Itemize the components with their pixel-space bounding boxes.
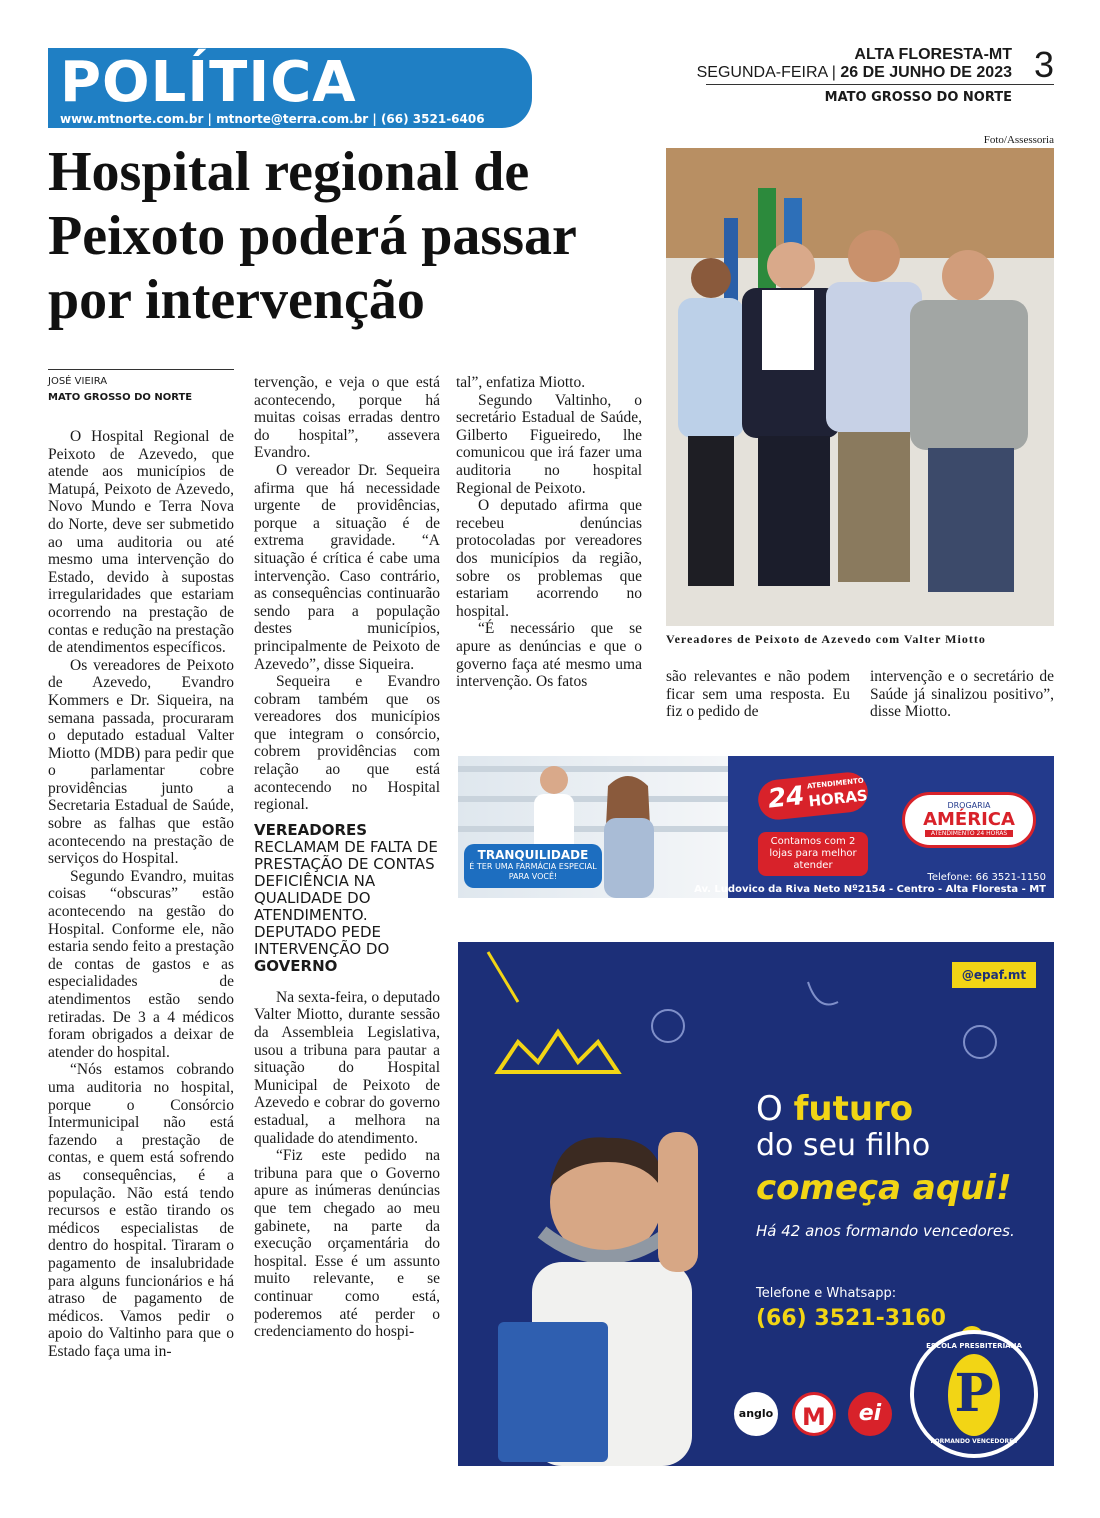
edition-weekday: SEGUNDA-FEIRA [696,64,828,81]
edition-day: 26 DE JUNHO DE 2023 [840,64,1012,81]
paragraph: O vereador Dr. Sequeira afirma que há necessidade urgente de providências, porque a situação é de extrema gravidade. “A situação é crítica é cabe uma intervenção. Caso contrário, as consequências continuarão sendo para a população destes municípios, principalmente de Peixoto de Azevedo”, disse Siqueira. [254,461,440,673]
paragraph: “É necessário que se apure as denúncias e que o governo faça até mesmo uma intervenção. Os fatos [456,620,642,691]
paragraph: O Hospital Regional de Peixoto de Azevedo, que atende aos municípios de Matupá, Peixoto de Azevedo, Novo Mundo e Terra Nova do Norte, deve ser submetido ao uma auditoria ou até mesmo uma intervenção do Estado, devido à supostas irregularidades que estariam ocorrendo na prestação de contas e redução na prestação de atendimentos específicos. [48,428,234,657]
section-banner [48,48,532,128]
photo-illustration [666,148,1054,626]
brand-ei: ei [848,1392,892,1436]
hours-number: 24 [766,781,806,815]
edition-info [697,46,1012,82]
edition-date: SEGUNDA-FEIRA | 26 DE JUNHO DE 2023 [696,64,1012,81]
seal-letter: P [948,1354,1000,1436]
subheading [254,822,440,975]
article-column-2 [254,374,440,1341]
paragraph: tal”, enfatiza Miotto. [456,374,586,391]
pharmacy-logo-name: AMÉRICA [923,809,1015,830]
paragraph: O deputado afirma que recebeu denúncias protocoladas por vereadores dos municípios da região, sobre os problemas que estariam acorrendo no hospital. [456,497,642,620]
brand-m: M [792,1392,836,1436]
stores-box: Contamos com 2 lojas para melhor atender [758,832,868,876]
article-column-1 [48,428,234,1360]
subheading-end: GOVERNO [254,956,338,975]
headline: Hospital regional de Peixoto poderá passar por intervenção [48,141,576,331]
tranquilidade-box [464,844,602,888]
paragraph: tervenção, e veja o que está acontecendo, porque há muitas coisas erradas dentro do hospital”, assevera Evandro. [254,374,440,462]
paragraph: Os vereadores de Peixoto de Azevedo, Evandro Kommers e Dr. Siqueira, na semana passada, procuraram o deputado estadual Valter Miotto (MDB) para pedir que o parlamentar cobre providências junto a Secretaria Estadual de Saúde, sobre as falhas que estão acontecendo na prestação de serviços do Hospital. [48,656,234,868]
photo-caption: Vereadores de Peixoto de Azevedo com Valter Miotto [666,632,986,646]
byline-paper: MATO GROSSO DO NORTE [48,392,193,403]
paragraph: Segundo Valtinho, o secretário Estadual de Saúde, Gilberto Figueiredo, lhe comunicou que irá fazer uma auditoria no hospital Regional de Peixoto. [456,391,642,497]
edition-city: ALTA FLORESTA-MT [854,46,1012,63]
article-photo [666,148,1054,626]
subheading-text: RECLAMAM DE FALTA DE PRESTAÇÃO DE CONTAS DEFICIÊNCIA NA QUALIDADE DO ATENDIMENTO. DEPUTADO PEDE INTERVENÇÃO DO [254,837,438,958]
school-ad[interactable] [458,942,1054,1466]
article-column-3 [456,374,642,691]
slogan-futuro: futuro [793,1089,914,1129]
brand-anglo: anglo [734,1392,778,1436]
paragraph: são relevantes e não podem ficar sem uma resposta. Eu fiz o pedido de [666,668,850,721]
photo-credit: Foto/Assessoria [983,134,1054,146]
paragraph: “Nós estamos cobrando uma auditoria no hospital, porque o Consórcio Intermunicipal não está fazendo a prestação de contas, e quem está sofrendo as consequências, é a população. Não está tendo recursos e estão tirando os médicos especialistas de dentro do hospital. Tiraram o pagamento de insalubridade para alguns funcionários e há atraso de pagamento de médicos. Vamos pedir o apoio do Valtinho para que o Estado faça uma in- [48,1061,234,1360]
school-slogan-line1 [756,1090,913,1128]
pharmacy-logo-top: DROGARIA [947,801,991,810]
instagram-handle[interactable]: @epaf.mt [952,962,1036,988]
paragraph: “Fiz este pedido na tribuna para que o Governo apure as inúmeras denúncias que tem chegado ao meu gabinete, na parte da execução orçamentária do hospital. Esse é um assunto muito relevante, e se continuar como está, poderemos até perder o credenciamento do hospi- [254,1147,440,1341]
paragraph: intervenção e o secretário de Saúde já sinalizou positivo”, disse Miotto. [870,668,1054,721]
paper-name: MATO GROSSO DO NORTE [824,90,1012,105]
tranquilidade-title: TRANQUILIDADE [477,848,589,862]
seal-top-text: ESCOLA PRESBITERIANA [926,1342,1022,1350]
pharmacy-phone: Telefone: 66 3521-1150 [927,872,1046,883]
page-number: 3 [1033,44,1054,85]
school-slogan-line2: do seu filho [756,1128,931,1163]
school-seal [910,1330,1038,1458]
header-rule [706,84,1054,85]
byline-author: JOSÉ VIEIRA [48,376,108,387]
paragraph: Sequeira e Evandro cobram também que os vereadores dos municípios que integram o consórcio, cobrem providências com relação ao que está acontecendo no Hospital regional. [254,673,440,814]
hours-attendance: ATENDIMENTO [806,776,865,791]
tranquilidade-text: É TER UMA FARMÁCIA ESPECIAL PARA VOCÊ! [469,862,597,881]
hours-label: HORAS [807,786,869,811]
pharmacy-address: Av. Ludovico da Riva Neto Nº2154 - Centro - Alta Floresta - MT [694,884,1046,895]
pharmacy-logo [902,792,1036,848]
student-illustration [468,1092,748,1466]
contact-line: www.mtnorte.com.br | mtnorte@terra.com.br | (66) 3521-6406 [60,112,485,126]
paragraph: Na sexta-feira, o deputado Valter Miotto, durante sessão da Assembleia Legislativa, usou a tribuna para pautar a situação do Hospital Municipal de Peixoto de Azevedo e cobrar do governo estadual, a melhora na qualidade do atendimento. [254,988,440,1147]
school-slogan-line3: começa aqui! [756,1168,1012,1208]
paragraph: Segundo Evandro, muitas coisas “obscuras” estão acontecendo na gestão do Hospital. Conforme ele, não estaria sendo feito a prestação de contas de gastos e as especialidades de atendimentos estão sendo retiradas. De 3 a 4 médicos foram obrigados a deixar de atender do hospital. [48,867,234,1061]
article-column-5 [870,668,1054,721]
byline-rule [48,369,234,370]
school-phone: (66) 3521-3160 [756,1306,946,1331]
school-phone-label: Telefone e Whatsapp: [756,1286,897,1301]
seal-bottom-text: FORMANDO VENCEDORES [930,1438,1018,1445]
section-title: POLÍTICA [60,50,357,115]
school-slogan-line4: Há 42 anos formando vencedores. [756,1222,1015,1240]
pharmacy-ad[interactable] [458,756,1054,898]
article-column-4 [666,668,850,721]
subheading-bold: VEREADORES [254,820,368,839]
pharmacy-logo-sub: ATENDIMENTO 24 HORAS [925,830,1013,837]
slogan-o: O [756,1089,794,1129]
